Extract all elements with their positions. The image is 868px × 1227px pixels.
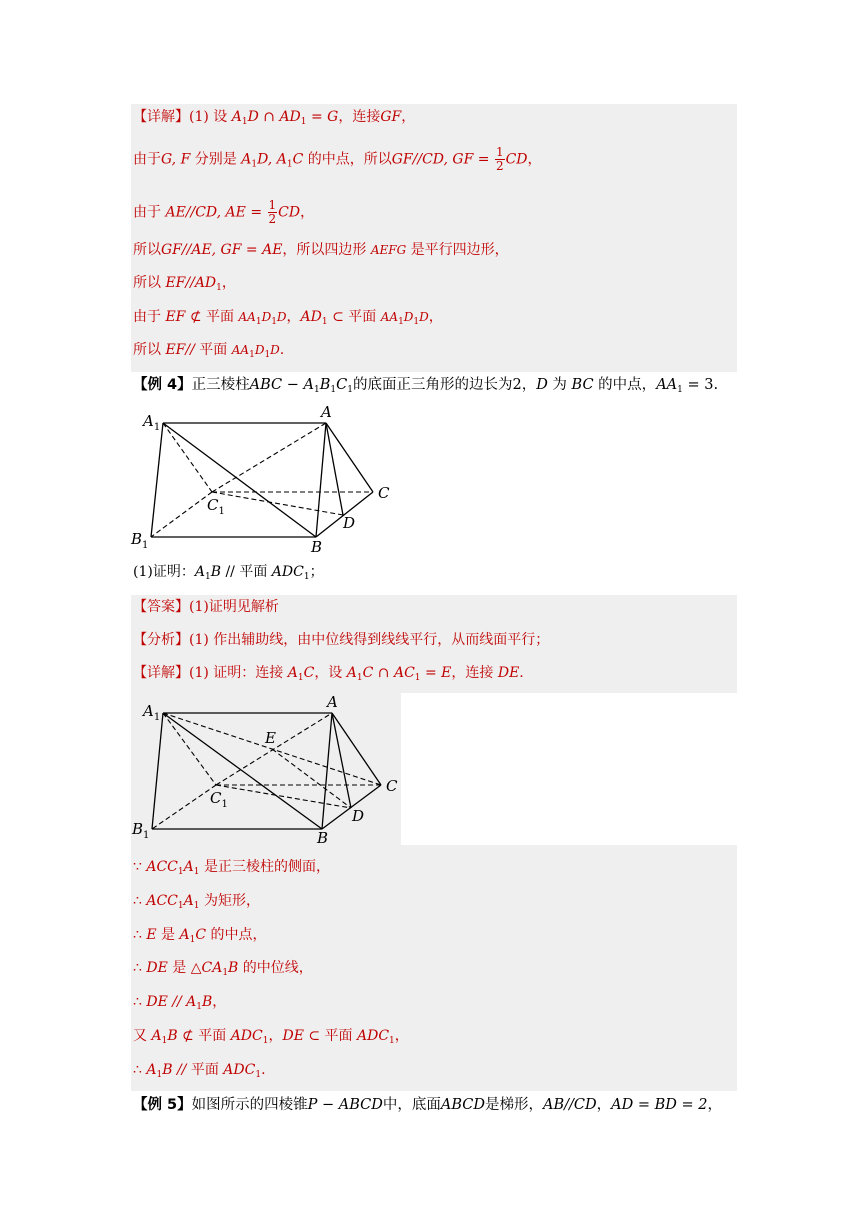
- analysis-line: 【分析】(1) 作出辅助线，由中位线得到线线平行，从而线面平行；: [133, 632, 550, 648]
- label-A: A: [321, 403, 332, 421]
- proof-line-4: ∴ DE 是 $\triangle CA_1B$ 的中位线，: [133, 960, 313, 978]
- fraction-half: $\frac{1}{2}$: [268, 198, 277, 226]
- solution-1-line-4: 所以GF//AE, GF = AE，所以四边形 AEFG 是平行四边形，: [133, 242, 509, 258]
- solution-1-line-7: 所以 EF// 平面 $AA_1D_1D$.: [133, 342, 285, 360]
- solution-block-1: [131, 104, 737, 372]
- label-B1: $B_1$: [132, 820, 150, 841]
- label-B: B: [317, 829, 329, 845]
- solution-1-line-5: 所以 $EF//AD_1$，: [133, 275, 236, 293]
- proof-line-6: 又 $A_1B$ ⊄ 平面 $ADC_1$，DE ⊂ 平面 $ADC_1$，: [133, 1028, 409, 1046]
- question-1: (1)证明：$A_1B$ // 平面 $ADC_1$；: [133, 564, 324, 582]
- label-D: D: [343, 514, 356, 532]
- label-C: C: [386, 777, 398, 795]
- label-E: E: [265, 729, 276, 747]
- proof-line-2: ∴ $ACC_1A_1$ 为矩形，: [133, 893, 260, 911]
- label-A1: $A_1$: [143, 412, 161, 433]
- label-B: B: [311, 538, 323, 556]
- solution-1-line-1: 【详解】(1) 设 $A_1D$ ∩ $AD_1 = G$，连接GF，: [133, 109, 416, 127]
- label-D: D: [352, 807, 365, 825]
- answer-line: 【答案】(1)证明见解析: [133, 599, 279, 615]
- prism-figure-1: [125, 400, 415, 560]
- label-A1: $A_1$: [143, 702, 161, 723]
- label-C1: $C_1$: [207, 496, 225, 517]
- proof-line-1: ∵ $ACC_1A_1$ 是正三棱柱的侧面，: [133, 859, 330, 877]
- solution-2-line-1: 【详解】(1) 证明：连接 $A_1C$，设 $A_1C$ ∩ $AC_1 = E$，连接 DE.: [133, 665, 524, 683]
- fraction-half: $\frac{1}{2}$: [495, 145, 504, 173]
- label-B1: $B_1$: [131, 530, 149, 551]
- proof-line-5: ∴ DE // $A_1B$，: [133, 994, 227, 1012]
- label-C1: $C_1$: [210, 789, 228, 810]
- prism-figure-2: [131, 693, 401, 845]
- proof-line-3: ∴ E 是 $A_1C$ 的中点，: [133, 927, 267, 945]
- example-5-statement: 【例 5】如图所示的四棱锥P − ABCD中，底面ABCD是梯形，AB//CD，AD = BD = 2，: [133, 1097, 722, 1113]
- solution-1-line-3: 由于 AE//CD, AE = $\frac{1}{2}$ CD，: [133, 198, 315, 226]
- example-4-statement: 【例 4】正三棱柱ABC − $A_1B_1C_1$的底面正三角形的边长为2，D 为 BC 的中点，$AA_1 = 3$.: [133, 377, 719, 395]
- solution-1-line-2: 由于G, F 分别是 $A_1D$, $A_1C$ 的中点，所以GF//CD, GF = $\frac{1}{2}$ CD，: [133, 145, 542, 173]
- label-C: C: [378, 484, 390, 502]
- solution-1-line-6: 由于 EF ⊄ 平面 $AA_1D_1D$，$AD_1$ ⊂ 平面 $AA_1D_1D$，: [133, 309, 443, 327]
- label-A: A: [327, 693, 338, 711]
- proof-line-7: ∴ $A_1B$ // 平面 $ADC_1$.: [133, 1062, 266, 1080]
